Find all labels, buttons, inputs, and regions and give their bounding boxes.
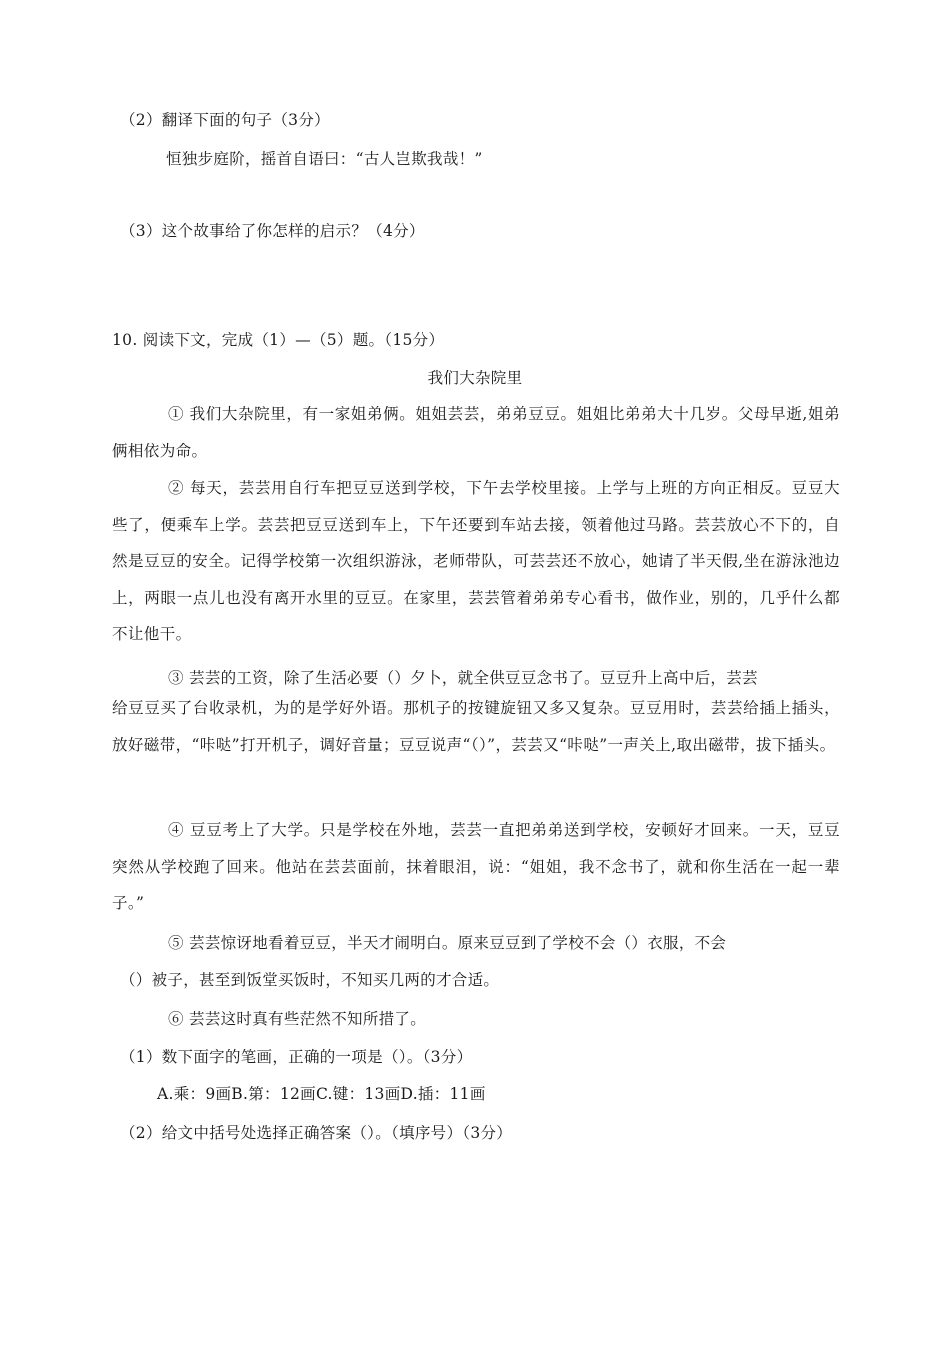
option-d: D.插：11画	[400, 1085, 486, 1103]
passage-paragraph-1: ① 我们大杂院里，有一家姐弟俩。姐姐芸芸，弟弟豆豆。姐姐比弟弟大十几岁。父母早逝,姐弟俩相依为命。	[112, 405, 840, 460]
passage-paragraph-5-line2: （）被子，甚至到饭堂买饭时，不知买几两的才合适。	[120, 971, 500, 989]
q10-sub2-prompt: （2）给文中括号处选择正确答案（）。（填序号）（3分）	[120, 1124, 513, 1142]
passage-paragraph-3-line1: ③ 芸芸的工资，除了生活必要（）夕卜，就全供豆豆念书了。豆豆升上高中后，芸芸	[168, 669, 758, 687]
passage-paragraph-3-rest: 给豆豆买了台收录机，为的是学好外语。那机子的按键旋钮又多又复杂。豆豆用时，芸芸给插上插头，放好磁带，“咔哒”打开机子，调好音量；豆豆说声“（）”，芸芸又“咔哒”一声关上,取出磁带，拔下插头。	[112, 699, 840, 754]
option-a: A.乘：9画	[157, 1085, 232, 1103]
option-c: C.键：13画	[315, 1085, 401, 1103]
q9-sub3-prompt: （3）这个故事给了你怎样的启示？（4分）	[120, 222, 425, 240]
q10-sub1-prompt: （1）数下面字的笔画，正确的一项是（）。（3分）	[120, 1048, 473, 1066]
q9-sub2-prompt: （2）翻译下面的句子（3分）	[120, 111, 330, 129]
q10-sub1-options	[157, 1082, 486, 1106]
passage-paragraph-2: ② 每天，芸芸用自行车把豆豆送到学校，下午去学校里接。上学与上班的方向正相反。豆豆大些了，便乘车上学。芸芸把豆豆送到车上，下午还要到车站去接，领着他过马路。芸芸放心不下的，自然是豆豆的安全。记得学校第一次组织游泳，老师带队，可芸芸还不放心，她请了半天假,坐在游泳池边上，两眼一点儿也没有离开水里的豆豆。在家里，芸芸管着弟弟专心看书，做作业，别的，几乎什么都不让他干。	[112, 479, 840, 643]
passage-title: 我们大杂院里	[427, 369, 523, 387]
q9-sub2-sentence: 恒独步庭阶，摇首自语曰：“古人岂欺我哉！”	[166, 150, 483, 168]
passage-paragraph-6: ⑥ 芸芸这时真有些茫然不知所措了。	[168, 1010, 427, 1028]
passage-paragraph-4: ④ 豆豆考上了大学。只是学校在外地，芸芸一直把弟弟送到学校，安顿好才回来。一天，豆豆突然从学校跑了回来。他站在芸芸面前，抹着眼泪，说：“姐姐，我不念书了，就和你生活在一起一辈子。”	[112, 821, 840, 912]
passage-paragraph-5-line1: ⑤ 芸芸惊讶地看着豆豆，半天才闹明白。原来豆豆到了学校不会（）衣服，不会	[168, 934, 727, 952]
option-b: B.第：12画	[231, 1085, 316, 1103]
q10-heading: 10. 阅读下文，完成（1）—（5）题。（15分）	[112, 331, 445, 349]
